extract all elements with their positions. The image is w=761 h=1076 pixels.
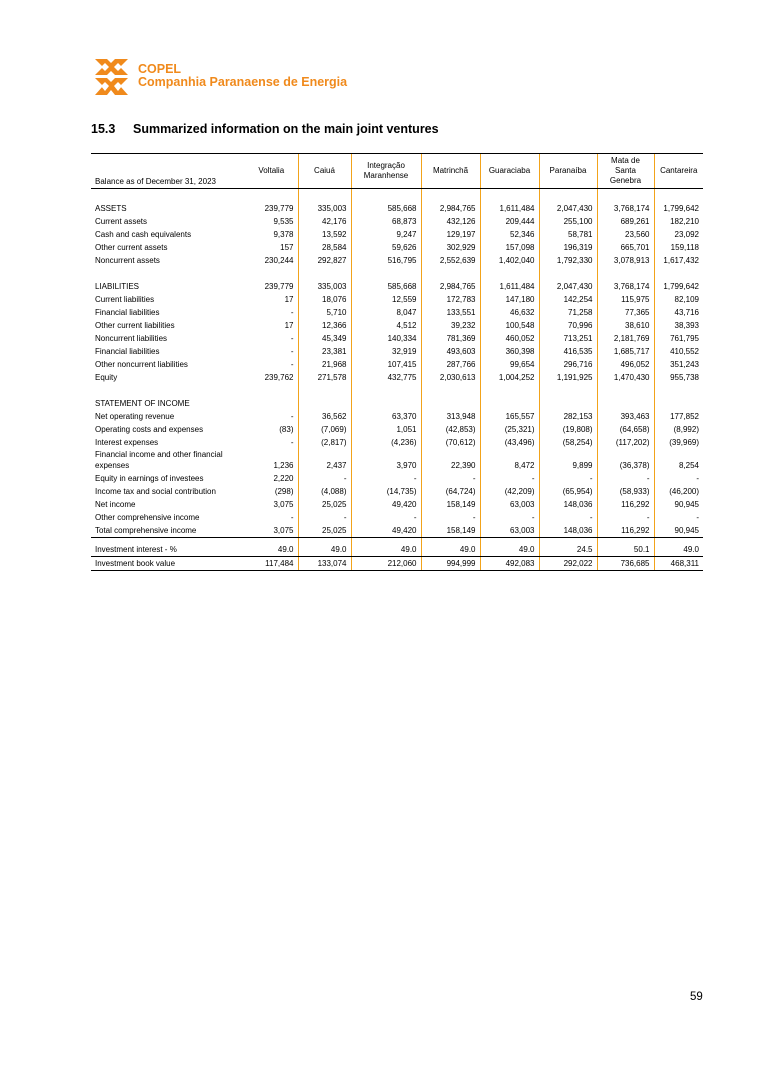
cell-value bbox=[298, 397, 351, 410]
cell-value: 17 bbox=[284, 295, 294, 304]
table-row-financial-liabilities-nc bbox=[91, 345, 703, 358]
section-number: 15.3 bbox=[91, 122, 116, 136]
row-label: Current assets bbox=[95, 217, 148, 226]
cell-value: 24.5 bbox=[539, 543, 597, 557]
table-row-cash bbox=[91, 228, 703, 241]
cell-value: 18,076 bbox=[298, 293, 351, 306]
cell-value: 468,311 bbox=[654, 557, 703, 571]
cell-value: (4,236) bbox=[351, 436, 421, 449]
row-label: Operating costs and expenses bbox=[95, 425, 204, 434]
spacer-cell bbox=[539, 189, 597, 203]
cell-value: 177,852 bbox=[654, 410, 703, 423]
cell-value: 209,444 bbox=[480, 215, 539, 228]
spacer-cell bbox=[597, 189, 654, 203]
cell-value: 49.0 bbox=[245, 543, 298, 557]
row-label: Other current assets bbox=[95, 243, 168, 252]
cell-value: 230,244 bbox=[264, 256, 294, 265]
cell-value: 1,799,642 bbox=[654, 280, 703, 293]
cell-value: (65,954) bbox=[539, 485, 597, 498]
cell-value: 292,022 bbox=[539, 557, 597, 571]
cell-value: 13,592 bbox=[298, 228, 351, 241]
cell-value: 90,945 bbox=[654, 498, 703, 511]
cell-value: 360,398 bbox=[480, 345, 539, 358]
cell-value: 3,075 bbox=[273, 500, 294, 509]
cell-value: - bbox=[351, 472, 421, 485]
cell-value: 3,075 bbox=[245, 524, 298, 538]
cell-value: 212,060 bbox=[351, 557, 421, 571]
column-header: Caiuá bbox=[298, 154, 351, 189]
cell-value: 133,074 bbox=[298, 557, 351, 571]
table-row-income-tax bbox=[91, 485, 703, 498]
spacer-cell bbox=[351, 189, 421, 203]
cell-value: 2,220 bbox=[273, 474, 294, 483]
row-label: Noncurrent liabilities bbox=[95, 334, 168, 343]
cell-value: 107,415 bbox=[351, 358, 421, 371]
cell-value: 115,975 bbox=[597, 293, 654, 306]
cell-value: - bbox=[480, 472, 539, 485]
cell-value: 2,030,613 bbox=[421, 371, 480, 384]
cell-value: 25,025 bbox=[298, 524, 351, 538]
table-row-equity-earnings bbox=[91, 472, 703, 485]
cell-value: 165,557 bbox=[480, 410, 539, 423]
cell-value: (64,658) bbox=[597, 423, 654, 436]
table-row-current-liabilities bbox=[91, 293, 703, 306]
cell-value: 158,149 bbox=[421, 498, 480, 511]
cell-value: 736,685 bbox=[597, 557, 654, 571]
cell-value: 1,617,432 bbox=[654, 254, 703, 267]
spacer-cell bbox=[245, 267, 298, 280]
cell-value: 1,799,642 bbox=[654, 202, 703, 215]
cell-value: - bbox=[421, 472, 480, 485]
row-label: Interest expenses bbox=[95, 438, 159, 447]
cell-value: 140,334 bbox=[351, 332, 421, 345]
section-heading bbox=[91, 122, 439, 136]
cell-value: 22,390 bbox=[421, 449, 480, 472]
cell-value: 159,118 bbox=[654, 241, 703, 254]
cell-value: 23,381 bbox=[298, 345, 351, 358]
cell-value: - bbox=[351, 511, 421, 524]
spacer-cell bbox=[351, 267, 421, 280]
cell-value: 68,873 bbox=[351, 215, 421, 228]
cell-value: (42,209) bbox=[480, 485, 539, 498]
cell-value: 99,654 bbox=[480, 358, 539, 371]
cell-value: 1,611,484 bbox=[480, 280, 539, 293]
cell-value: 460,052 bbox=[480, 332, 539, 345]
cell-value: 39,232 bbox=[421, 319, 480, 332]
row-label: Equity bbox=[95, 373, 118, 382]
cell-value: - bbox=[290, 347, 294, 356]
spacer-cell bbox=[654, 189, 703, 203]
brand-name bbox=[138, 63, 347, 89]
cell-value bbox=[480, 397, 539, 410]
cell-value: 116,292 bbox=[597, 524, 654, 538]
spacer-cell bbox=[480, 267, 539, 280]
cell-value: 157 bbox=[280, 243, 294, 252]
cell-value: (39,969) bbox=[654, 436, 703, 449]
cell-value: 23,092 bbox=[654, 228, 703, 241]
spacer-row bbox=[91, 384, 703, 397]
row-label: STATEMENT OF INCOME bbox=[95, 399, 190, 408]
cell-value: 49.0 bbox=[298, 543, 351, 557]
table-row-fin-income bbox=[91, 449, 703, 472]
cell-value: 157,098 bbox=[480, 241, 539, 254]
cell-value: 3,768,174 bbox=[597, 280, 654, 293]
cell-value: - bbox=[421, 511, 480, 524]
cell-value: 63,003 bbox=[480, 498, 539, 511]
cell-value: 142,254 bbox=[539, 293, 597, 306]
cell-value: 36,562 bbox=[298, 410, 351, 423]
cell-value: 761,795 bbox=[654, 332, 703, 345]
cell-value: 147,180 bbox=[480, 293, 539, 306]
table-row-financial-liabilities-c bbox=[91, 306, 703, 319]
cell-value: (46,200) bbox=[654, 485, 703, 498]
cell-value: 313,948 bbox=[421, 410, 480, 423]
spacer-cell bbox=[421, 267, 480, 280]
cell-value: 781,369 bbox=[421, 332, 480, 345]
cell-value: 49,420 bbox=[351, 524, 421, 538]
cell-value: 58,781 bbox=[539, 228, 597, 241]
cell-value: (14,735) bbox=[351, 485, 421, 498]
row-label: LIABILITIES bbox=[95, 282, 140, 291]
cell-value: 994,999 bbox=[421, 557, 480, 571]
row-label: Other comprehensive income bbox=[95, 513, 200, 522]
table-row-noncurrent-liabilities bbox=[91, 332, 703, 345]
cell-value: 49,420 bbox=[351, 498, 421, 511]
table-row-liabilities bbox=[91, 280, 703, 293]
cell-value: 23,560 bbox=[597, 228, 654, 241]
column-header: Voltalia bbox=[245, 154, 298, 189]
cell-value: 2,984,765 bbox=[421, 280, 480, 293]
cell-value: 59,626 bbox=[351, 241, 421, 254]
cell-value: 1,191,925 bbox=[539, 371, 597, 384]
spacer-cell bbox=[351, 384, 421, 397]
cell-value: 117,484 bbox=[245, 557, 298, 571]
cell-value: 493,603 bbox=[421, 345, 480, 358]
cell-value: 492,083 bbox=[480, 557, 539, 571]
cell-value: 3,078,913 bbox=[597, 254, 654, 267]
cell-value: 292,827 bbox=[298, 254, 351, 267]
cell-value bbox=[421, 397, 480, 410]
spacer-cell bbox=[654, 267, 703, 280]
cell-value: (83) bbox=[279, 425, 294, 434]
cell-value: (58,254) bbox=[539, 436, 597, 449]
cell-value: 17 bbox=[284, 321, 294, 330]
cell-value: 82,109 bbox=[654, 293, 703, 306]
cell-value: 38,393 bbox=[654, 319, 703, 332]
cell-value: 713,251 bbox=[539, 332, 597, 345]
cell-value: 49.0 bbox=[351, 543, 421, 557]
cell-value: 393,463 bbox=[597, 410, 654, 423]
spacer-cell bbox=[298, 267, 351, 280]
row-label: Other noncurrent liabilities bbox=[95, 360, 188, 369]
cell-value: (43,496) bbox=[480, 436, 539, 449]
cell-value: 25,025 bbox=[298, 498, 351, 511]
cell-value: 49.0 bbox=[654, 543, 703, 557]
cell-value: 1,004,252 bbox=[480, 371, 539, 384]
cell-value: 90,945 bbox=[654, 524, 703, 538]
cell-value: 9,247 bbox=[351, 228, 421, 241]
cell-value: (25,321) bbox=[480, 423, 539, 436]
table-caption: Balance as of December 31, 2023 bbox=[91, 154, 245, 189]
spacer-cell bbox=[91, 384, 245, 397]
copel-logo-icon bbox=[93, 58, 130, 96]
table-row-net-revenue bbox=[91, 410, 703, 423]
spacer-cell bbox=[91, 267, 245, 280]
table-row-other-current-liabilities bbox=[91, 319, 703, 332]
table-row-oci bbox=[91, 511, 703, 524]
row-label: Other current liabilities bbox=[95, 321, 175, 330]
spacer-cell bbox=[91, 189, 245, 203]
cell-value: 416,535 bbox=[539, 345, 597, 358]
cell-value: 148,036 bbox=[539, 524, 597, 538]
cell-value: (58,933) bbox=[597, 485, 654, 498]
cell-value: 71,258 bbox=[539, 306, 597, 319]
table-row-current-assets bbox=[91, 215, 703, 228]
joint-ventures-table bbox=[91, 153, 703, 571]
cell-value: - bbox=[290, 513, 294, 522]
table-row-net-income bbox=[91, 498, 703, 511]
cell-value: - bbox=[539, 511, 597, 524]
cell-value: 689,261 bbox=[597, 215, 654, 228]
cell-value: 2,047,430 bbox=[539, 280, 597, 293]
page-number: 59 bbox=[690, 991, 703, 1003]
cell-value: 2,047,430 bbox=[539, 202, 597, 215]
cell-value bbox=[539, 397, 597, 410]
cell-value: 43,716 bbox=[654, 306, 703, 319]
cell-value: 3,768,174 bbox=[597, 202, 654, 215]
spacer-row bbox=[91, 267, 703, 280]
cell-value: 196,319 bbox=[539, 241, 597, 254]
cell-value: - bbox=[654, 511, 703, 524]
cell-value: 1,402,040 bbox=[480, 254, 539, 267]
cell-value: 2,437 bbox=[298, 449, 351, 472]
cell-value: 9,378 bbox=[273, 230, 294, 239]
cell-value: (70,612) bbox=[421, 436, 480, 449]
table-row-op-costs bbox=[91, 423, 703, 436]
cell-value: 2,984,765 bbox=[421, 202, 480, 215]
cell-value: 496,052 bbox=[597, 358, 654, 371]
cell-value: - bbox=[290, 334, 294, 343]
table-row-book-value bbox=[91, 557, 703, 571]
cell-value: 432,775 bbox=[351, 371, 421, 384]
row-label: Investment interest - % bbox=[91, 543, 245, 557]
cell-value: 46,632 bbox=[480, 306, 539, 319]
spacer-cell bbox=[245, 189, 298, 203]
cell-value bbox=[654, 397, 703, 410]
cell-value: - bbox=[654, 472, 703, 485]
column-header: Matrinchã bbox=[421, 154, 480, 189]
cell-value: 28,584 bbox=[298, 241, 351, 254]
cell-value: 239,762 bbox=[264, 373, 294, 382]
spacer-cell bbox=[539, 384, 597, 397]
cell-value: 335,003 bbox=[298, 202, 351, 215]
cell-value: 239,779 bbox=[264, 204, 294, 213]
table-header-row bbox=[91, 154, 703, 189]
table-row-other-current-assets bbox=[91, 241, 703, 254]
spacer-cell bbox=[597, 267, 654, 280]
cell-value: - bbox=[290, 308, 294, 317]
cell-value: - bbox=[539, 472, 597, 485]
cell-value: 335,003 bbox=[298, 280, 351, 293]
cell-value: - bbox=[298, 472, 351, 485]
cell-value: 116,292 bbox=[597, 498, 654, 511]
cell-value: 1,236 bbox=[273, 461, 294, 470]
row-label: ASSETS bbox=[95, 204, 127, 213]
row-label: Financial liabilities bbox=[95, 347, 160, 356]
spacer-cell bbox=[421, 189, 480, 203]
cell-value: 1,611,484 bbox=[480, 202, 539, 215]
cell-value: - bbox=[290, 438, 294, 447]
cell-value: (2,817) bbox=[298, 436, 351, 449]
column-header: Cantareira bbox=[654, 154, 703, 189]
cell-value: 1,051 bbox=[351, 423, 421, 436]
cell-value: 50.1 bbox=[597, 543, 654, 557]
cell-value: 38,610 bbox=[597, 319, 654, 332]
row-label: Investment book value bbox=[91, 557, 245, 571]
row-label: Noncurrent assets bbox=[95, 256, 160, 265]
cell-value: 255,100 bbox=[539, 215, 597, 228]
cell-value: (4,088) bbox=[298, 485, 351, 498]
brand-line1: COPEL bbox=[138, 62, 182, 76]
cell-value: 12,559 bbox=[351, 293, 421, 306]
spacer-cell bbox=[245, 384, 298, 397]
cell-value: 271,578 bbox=[298, 371, 351, 384]
row-label: Equity in earnings of investees bbox=[95, 474, 204, 483]
cell-value: (7,069) bbox=[298, 423, 351, 436]
cell-value: 3,970 bbox=[351, 449, 421, 472]
cell-value: (117,202) bbox=[597, 436, 654, 449]
row-label: Net income bbox=[95, 500, 136, 509]
row-label: Current liabilities bbox=[95, 295, 155, 304]
table-row-statement bbox=[91, 397, 703, 410]
row-label: Financial liabilities bbox=[95, 308, 160, 317]
cell-value: 182,210 bbox=[654, 215, 703, 228]
cell-value: 2,181,769 bbox=[597, 332, 654, 345]
spacer-cell bbox=[480, 189, 539, 203]
brand-line2: Companhia Paranaense de Energia bbox=[138, 75, 348, 89]
cell-value: 52,346 bbox=[480, 228, 539, 241]
cell-value: 1,470,430 bbox=[597, 371, 654, 384]
column-header: Integração Maranhense bbox=[351, 154, 421, 189]
cell-value: 955,738 bbox=[654, 371, 703, 384]
column-header: Paranaíba bbox=[539, 154, 597, 189]
cell-value: 42,176 bbox=[298, 215, 351, 228]
cell-value: 287,766 bbox=[421, 358, 480, 371]
cell-value: 63,003 bbox=[480, 524, 539, 538]
cell-value: 516,795 bbox=[351, 254, 421, 267]
cell-value: - bbox=[290, 360, 294, 369]
cell-value: (8,992) bbox=[654, 423, 703, 436]
cell-value bbox=[597, 397, 654, 410]
row-label: Net operating revenue bbox=[95, 412, 175, 421]
table-row-interest bbox=[91, 436, 703, 449]
cell-value: 77,365 bbox=[597, 306, 654, 319]
cell-value: 9,535 bbox=[273, 217, 294, 226]
cell-value: - bbox=[597, 511, 654, 524]
spacer-cell bbox=[421, 384, 480, 397]
cell-value bbox=[351, 397, 421, 410]
cell-value: 49.0 bbox=[421, 543, 480, 557]
cell-value: 21,968 bbox=[298, 358, 351, 371]
spacer-cell bbox=[539, 267, 597, 280]
cell-value: 8,472 bbox=[480, 449, 539, 472]
cell-value: 5,710 bbox=[298, 306, 351, 319]
cell-value: 2,552,639 bbox=[421, 254, 480, 267]
column-header: Guaraciaba bbox=[480, 154, 539, 189]
table-row-assets bbox=[91, 202, 703, 215]
cell-value: 239,779 bbox=[264, 282, 294, 291]
cell-value: 8,254 bbox=[654, 449, 703, 472]
row-label: Total comprehensive income bbox=[91, 524, 245, 538]
section-title: Summarized information on the main joint ventures bbox=[133, 122, 439, 136]
cell-value: (19,808) bbox=[539, 423, 597, 436]
cell-value: 9,899 bbox=[539, 449, 597, 472]
spacer-cell bbox=[654, 384, 703, 397]
cell-value: (298) bbox=[274, 487, 294, 496]
cell-value: 70,996 bbox=[539, 319, 597, 332]
cell-value: 32,919 bbox=[351, 345, 421, 358]
cell-value: 282,153 bbox=[539, 410, 597, 423]
cell-value: 1,685,717 bbox=[597, 345, 654, 358]
cell-value: (42,853) bbox=[421, 423, 480, 436]
cell-value: 351,243 bbox=[654, 358, 703, 371]
table-row-other-noncurrent-liabilities bbox=[91, 358, 703, 371]
cell-value: 100,548 bbox=[480, 319, 539, 332]
spacer-row bbox=[91, 189, 703, 203]
cell-value: (36,378) bbox=[597, 449, 654, 472]
row-label: Income tax and social contribution bbox=[95, 487, 216, 496]
cell-value: 133,551 bbox=[421, 306, 480, 319]
spacer-cell bbox=[298, 384, 351, 397]
table-row-equity bbox=[91, 371, 703, 384]
row-label: Cash and cash equivalents bbox=[95, 230, 192, 239]
cell-value: 410,552 bbox=[654, 345, 703, 358]
cell-value: 8,047 bbox=[351, 306, 421, 319]
cell-value: 296,716 bbox=[539, 358, 597, 371]
cell-value: 172,783 bbox=[421, 293, 480, 306]
cell-value: 585,668 bbox=[351, 202, 421, 215]
cell-value: - bbox=[597, 472, 654, 485]
cell-value: (64,724) bbox=[421, 485, 480, 498]
cell-value: 302,929 bbox=[421, 241, 480, 254]
cell-value: 585,668 bbox=[351, 280, 421, 293]
cell-value: 63,370 bbox=[351, 410, 421, 423]
cell-value: 158,149 bbox=[421, 524, 480, 538]
cell-value: 129,197 bbox=[421, 228, 480, 241]
cell-value: 45,349 bbox=[298, 332, 351, 345]
cell-value: 1,792,330 bbox=[539, 254, 597, 267]
spacer-cell bbox=[298, 189, 351, 203]
cell-value: 4,512 bbox=[351, 319, 421, 332]
spacer-cell bbox=[597, 384, 654, 397]
column-header: Mata de Santa Genebra bbox=[597, 154, 654, 189]
table-row-noncurrent-assets bbox=[91, 254, 703, 267]
cell-value: - bbox=[290, 412, 294, 421]
table-row-total-ci bbox=[91, 524, 703, 538]
table-row-investment-interest bbox=[91, 543, 703, 557]
row-label: Financial income and other financial expenses bbox=[95, 450, 223, 470]
cell-value bbox=[245, 397, 298, 410]
cell-value: 49.0 bbox=[480, 543, 539, 557]
cell-value: 665,701 bbox=[597, 241, 654, 254]
cell-value: 148,036 bbox=[539, 498, 597, 511]
spacer-cell bbox=[480, 384, 539, 397]
cell-value: - bbox=[480, 511, 539, 524]
cell-value: - bbox=[298, 511, 351, 524]
cell-value: 12,366 bbox=[298, 319, 351, 332]
cell-value: 432,126 bbox=[421, 215, 480, 228]
